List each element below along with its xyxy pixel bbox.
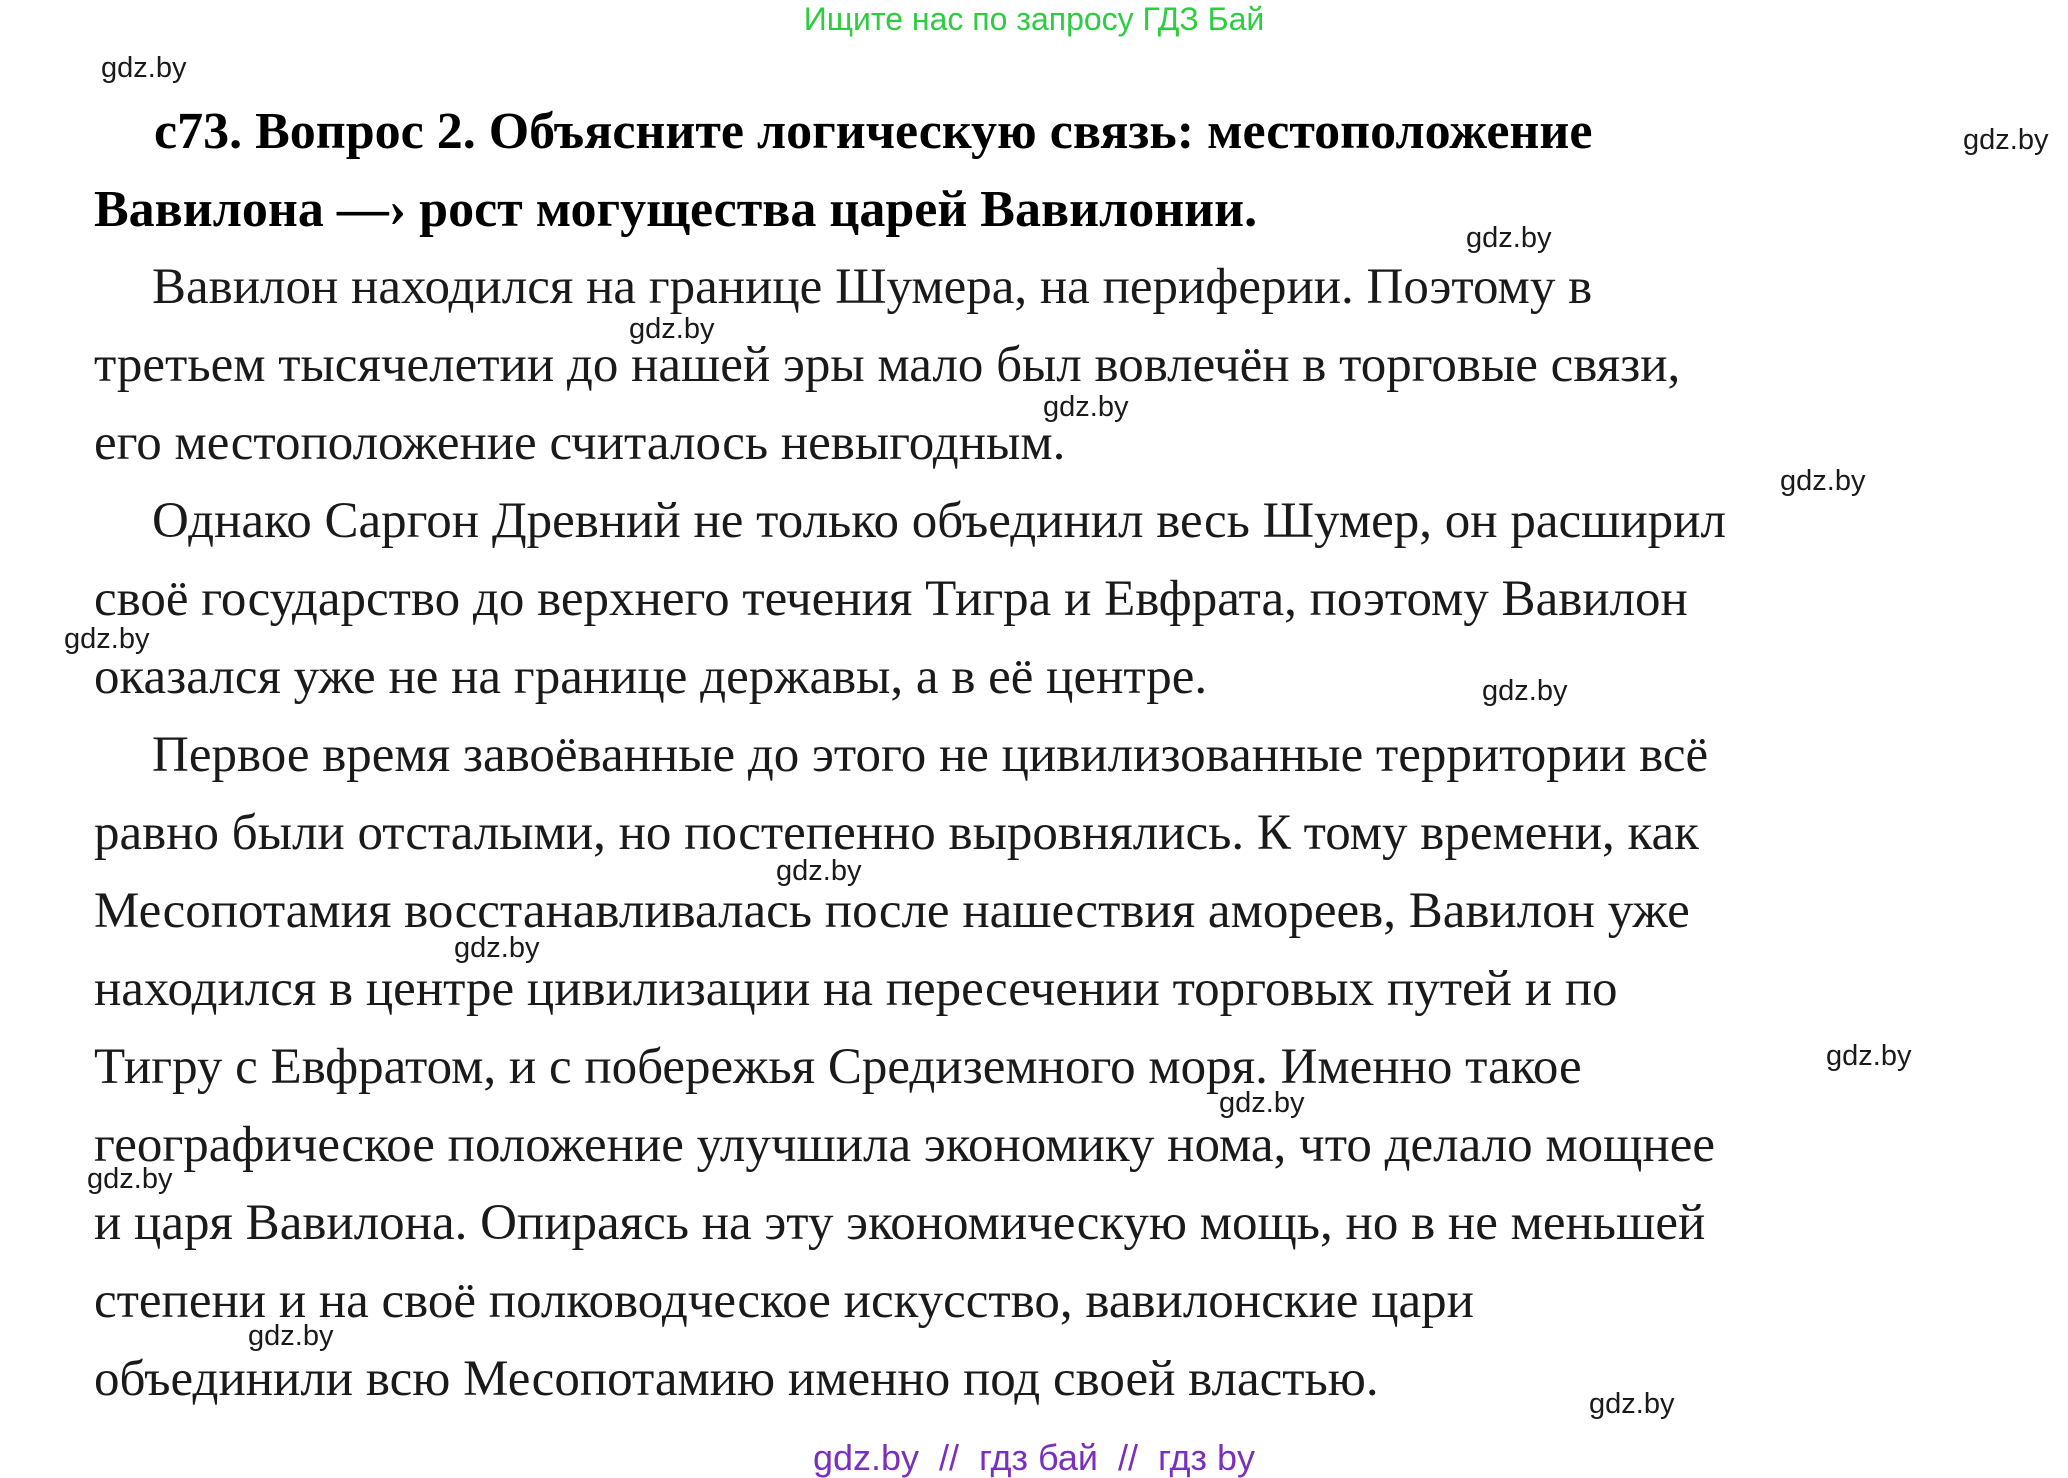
body-line: своё государство до верхнего течения Тигра и Евфрата, поэтому Вавилон xyxy=(94,571,1688,627)
watermark: gdz.by xyxy=(1826,1040,1912,1072)
watermark: gdz.by xyxy=(1482,675,1568,707)
watermark: gdz.by xyxy=(454,932,540,964)
watermark: gdz.by xyxy=(87,1163,173,1195)
question-title-line: с73. Вопрос 2. Объясните логическую связь: местоположение xyxy=(154,103,1593,160)
body-line: равно были отсталыми, но постепенно выровнялись. К тому времени, как xyxy=(94,805,1699,861)
watermark: gdz.by xyxy=(776,855,862,887)
body-line: оказался уже не на границе державы, а в её центре. xyxy=(94,649,1208,705)
body-line: Месопотамия восстанавливалась после нашествия амореев, Вавилон уже xyxy=(94,883,1690,939)
body-line: Тигру с Евфратом, и с побережья Средиземного моря. Именно такое xyxy=(94,1039,1582,1095)
top-banner: Ищите нас по запросу ГДЗ Бай xyxy=(803,1,1265,37)
watermark: gdz.by xyxy=(64,623,150,655)
question-title-line: Вавилона —› рост могущества царей Вавилонии. xyxy=(94,181,1258,238)
body-line: географическое положение улучшила экономику нома, что делало мощнее xyxy=(94,1117,1715,1173)
watermark: gdz.by xyxy=(248,1320,334,1352)
watermark: gdz.by xyxy=(1219,1087,1305,1119)
watermark: gdz.by xyxy=(101,52,187,84)
footer-banner: gdz.by // гдз бай // гдз by xyxy=(812,1437,1256,1478)
watermark: gdz.by xyxy=(1780,465,1866,497)
body-line: находился в центре цивилизации на пересечении торговых путей и по xyxy=(94,961,1618,1017)
watermark: gdz.by xyxy=(1589,1388,1675,1420)
body-line: Вавилон находился на границе Шумера, на периферии. Поэтому в xyxy=(152,259,1593,315)
body-line: его местоположение считалось невыгодным. xyxy=(94,415,1066,471)
watermark: gdz.by xyxy=(629,313,715,345)
watermark: gdz.by xyxy=(1043,391,1129,423)
body-line: и царя Вавилона. Опираясь на эту экономическую мощь, но в не меньшей xyxy=(94,1195,1706,1251)
body-line: Однако Саргон Древний не только объединил весь Шумер, он расширил xyxy=(152,493,1726,549)
body-line: третьем тысячелетии до нашей эры мало был вовлечён в торговые связи, xyxy=(94,337,1681,393)
body-line: степени и на своё полководческое искусство, вавилонские цари xyxy=(94,1273,1474,1329)
body-line: Первое время завоёванные до этого не цивилизованные территории всё xyxy=(152,727,1709,783)
watermark: gdz.by xyxy=(1466,222,1552,254)
watermark: gdz.by xyxy=(1963,124,2049,156)
body-line: объединили всю Месопотамию именно под своей властью. xyxy=(94,1351,1379,1407)
